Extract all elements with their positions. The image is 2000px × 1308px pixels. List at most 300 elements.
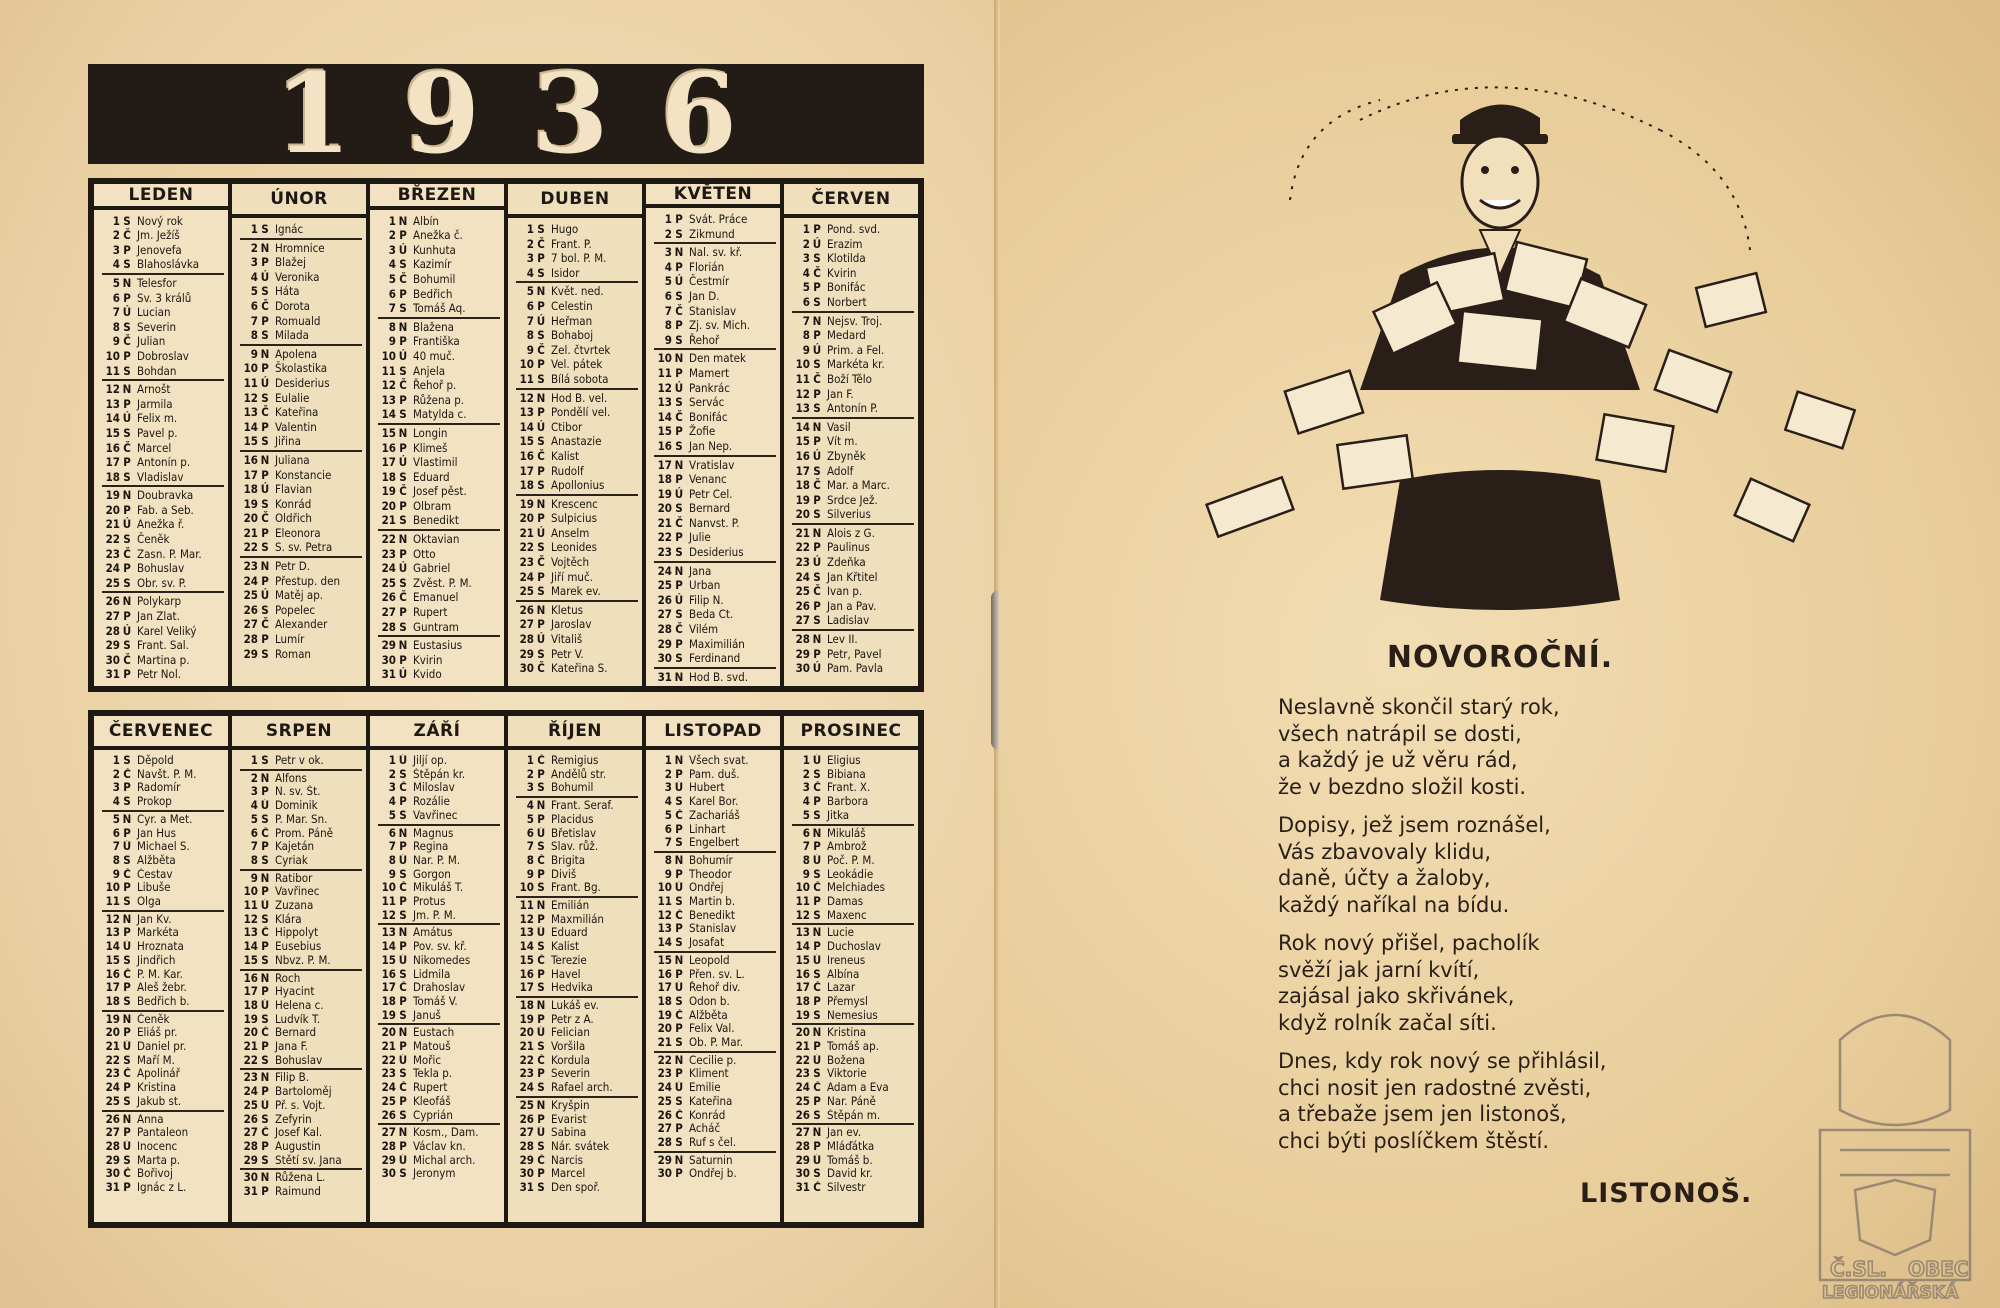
- day-of-week: P: [261, 313, 269, 328]
- day-number: 26: [381, 590, 396, 605]
- day-number: 10: [795, 881, 810, 895]
- day-of-week: Ú: [122, 1040, 132, 1054]
- day-of-week: Č: [537, 853, 545, 867]
- day-row: [240, 284, 362, 299]
- day-number: 2: [802, 236, 810, 251]
- day-row: [654, 593, 776, 608]
- day-row: [654, 968, 776, 982]
- day-of-week: P: [675, 472, 683, 487]
- name-day: Leopold: [689, 953, 730, 967]
- day-number: 16: [243, 971, 258, 985]
- day-number: 19: [519, 1012, 534, 1026]
- day-number: 12: [519, 912, 534, 926]
- day-number: 27: [657, 607, 672, 622]
- day-of-week: S: [123, 319, 131, 334]
- day-of-week: P: [537, 867, 545, 881]
- name-day: Lukáš ev.: [551, 998, 599, 1012]
- day-row: [516, 940, 638, 954]
- name-day: Andělů str.: [551, 767, 607, 781]
- day-number: 13: [243, 926, 258, 940]
- name-day: Beda Ct.: [689, 607, 734, 622]
- day-number: 23: [519, 555, 534, 570]
- month-column: [370, 716, 504, 1222]
- day-of-week: P: [675, 259, 683, 274]
- day-of-week: Č: [123, 652, 131, 667]
- day-of-week: S: [675, 795, 683, 809]
- name-day: Gabriel: [413, 561, 451, 576]
- day-of-week: P: [399, 1139, 407, 1153]
- day-of-week: P: [537, 617, 545, 632]
- day-number: 21: [381, 1040, 396, 1054]
- day-row: [516, 926, 638, 940]
- day-number: 16: [657, 438, 672, 453]
- day-of-week: P: [813, 994, 821, 1008]
- day-of-week: Ú: [398, 1153, 408, 1167]
- day-row: [378, 827, 500, 841]
- month-name: DUBEN: [508, 184, 642, 218]
- day-row: [240, 1085, 362, 1099]
- day-number: 18: [519, 478, 534, 493]
- name-day: Placidus: [551, 812, 594, 826]
- name-day: Silvestr: [827, 1181, 866, 1195]
- name-day: Jenovefa: [137, 242, 182, 257]
- month-name: PROSINEC: [784, 716, 918, 750]
- day-of-week: Č: [399, 981, 407, 995]
- day-number: 2: [664, 226, 672, 241]
- day-number: 17: [105, 455, 120, 470]
- day-of-week: S: [123, 895, 131, 909]
- day-number: 3: [388, 242, 396, 257]
- day-number: 29: [795, 1153, 810, 1167]
- day-number: 9: [526, 867, 534, 881]
- day-of-week: Ú: [260, 799, 270, 813]
- day-row: [516, 913, 638, 927]
- day-of-week: P: [261, 940, 269, 954]
- day-of-week: S: [813, 401, 821, 416]
- name-day: Břetislav: [551, 826, 597, 840]
- day-of-week: P: [123, 609, 131, 624]
- day-of-week: Ú: [812, 953, 822, 967]
- day-number: 7: [112, 840, 120, 854]
- day-number: 15: [519, 953, 534, 967]
- name-day: Bernard: [689, 501, 731, 516]
- day-row: [378, 1081, 500, 1095]
- day-number: 3: [388, 781, 396, 795]
- day-row: [516, 999, 638, 1013]
- day-row: [378, 1095, 500, 1109]
- day-of-week: S: [399, 301, 407, 316]
- day-number: 3: [664, 781, 672, 795]
- day-of-week: S: [813, 463, 821, 478]
- name-day: Duchoslav: [827, 940, 881, 954]
- day-list: [370, 210, 504, 686]
- name-day: Benedikt: [413, 513, 459, 528]
- day-row: [102, 334, 224, 349]
- name-day: Vel. pátek: [551, 357, 603, 372]
- day-of-week: S: [123, 363, 131, 378]
- day-row: [240, 827, 362, 841]
- day-of-week: P: [675, 867, 683, 881]
- name-day: Anjela: [413, 363, 446, 378]
- name-day: Paulinus: [827, 540, 870, 555]
- day-number: 22: [105, 1053, 120, 1067]
- name-day: Boží Tělo: [827, 371, 872, 386]
- day-row: [102, 532, 224, 547]
- poem-verse: Neslavně skončil starý rok,: [1278, 695, 1560, 719]
- day-number: 12: [795, 908, 810, 922]
- month-column: [784, 184, 918, 686]
- day-row: [240, 1071, 362, 1085]
- name-day: Severin: [551, 1067, 591, 1081]
- name-day: Zj. sv. Mich.: [689, 318, 751, 333]
- day-of-week: Ú: [122, 840, 132, 854]
- day-number: 27: [243, 617, 258, 632]
- day-row: [240, 391, 362, 406]
- name-day: Raimund: [275, 1185, 321, 1199]
- day-number: 1: [802, 222, 810, 236]
- day-of-week: S: [537, 646, 545, 661]
- day-number: 31: [657, 669, 672, 684]
- day-row: [240, 482, 362, 497]
- day-of-week: Ú: [398, 667, 408, 682]
- day-number: 3: [250, 785, 258, 799]
- week-group: [102, 276, 224, 381]
- day-number: 21: [243, 525, 258, 540]
- day-row: [792, 478, 914, 493]
- day-row: [654, 1122, 776, 1136]
- day-row: [378, 378, 500, 393]
- name-day: Zuzana: [275, 899, 314, 913]
- day-number: 29: [381, 1153, 396, 1167]
- day-row: [654, 351, 776, 366]
- day-number: 24: [105, 1081, 120, 1095]
- day-of-week: P: [399, 1040, 407, 1054]
- name-day: Doubravka: [137, 488, 194, 503]
- name-day: Cyriak: [275, 853, 308, 867]
- day-of-week: Č: [675, 908, 683, 922]
- name-day: Den matek: [689, 351, 747, 366]
- name-day: Roman: [275, 646, 311, 661]
- day-row: [102, 653, 224, 668]
- name-day: Bohaboj: [551, 328, 594, 343]
- day-of-week: P: [675, 318, 683, 333]
- name-day: Narcis: [551, 1153, 584, 1167]
- day-number: 15: [243, 434, 258, 449]
- day-of-week: Č: [261, 405, 269, 420]
- day-of-week: S: [675, 332, 683, 347]
- year-banner: [88, 49, 924, 178]
- day-of-week: P: [261, 1040, 269, 1054]
- day-row: [102, 881, 224, 895]
- name-day: Barbora: [827, 795, 869, 809]
- name-day: Konstancie: [275, 467, 332, 482]
- name-day: Rudolf: [551, 463, 584, 478]
- name-day: Nar. Páně: [827, 1094, 876, 1108]
- name-day: Nikomedes: [413, 953, 471, 967]
- day-number: 15: [795, 434, 810, 449]
- day-number: 31: [519, 1181, 534, 1195]
- day-number: 20: [105, 502, 120, 517]
- name-day: Štěpán kr.: [413, 767, 466, 781]
- name-day: Lev II.: [827, 632, 858, 647]
- day-row: [516, 1026, 638, 1040]
- name-day: Eustach: [413, 1026, 455, 1040]
- day-row: [102, 827, 224, 841]
- name-day: Štěpán m.: [827, 1108, 881, 1122]
- day-list: [370, 750, 504, 1222]
- day-number: 5: [250, 284, 258, 299]
- name-day: Ludvík T.: [275, 1012, 321, 1026]
- day-row: [792, 357, 914, 372]
- name-day: Josef Kal.: [275, 1126, 323, 1140]
- day-row: [102, 813, 224, 827]
- name-day: Bernard: [275, 1026, 317, 1040]
- day-of-week: P: [399, 440, 407, 455]
- name-day: Evarist: [551, 1112, 587, 1126]
- week-group: [654, 670, 776, 686]
- day-row: [102, 795, 224, 809]
- day-row: [654, 487, 776, 502]
- day-number: 18: [105, 469, 120, 484]
- day-row: [792, 1095, 914, 1109]
- name-day: Kristina: [827, 1026, 867, 1040]
- name-day: Felix Val.: [689, 1022, 735, 1036]
- name-day: Prim. a Fel.: [827, 342, 885, 357]
- day-number: 12: [519, 390, 534, 405]
- day-number: 13: [795, 401, 810, 416]
- day-of-week: P: [813, 1094, 821, 1108]
- day-of-week: Č: [537, 1053, 545, 1067]
- day-of-week: S: [537, 265, 545, 280]
- name-day: Zasn. P. Mar.: [137, 546, 202, 561]
- name-day: Kvirin: [827, 265, 857, 280]
- day-of-week: P: [261, 255, 269, 270]
- name-day: Vavřinec: [275, 885, 320, 899]
- day-number: 18: [381, 469, 396, 484]
- day-of-week: S: [675, 501, 683, 516]
- day-row: [516, 1154, 638, 1168]
- day-of-week: S: [675, 545, 683, 560]
- day-number: 9: [802, 342, 810, 357]
- name-day: Přen. sv. L.: [689, 967, 745, 981]
- day-row: [654, 823, 776, 837]
- day-of-week: Č: [261, 926, 269, 940]
- day-row: [240, 899, 362, 913]
- day-number: 28: [105, 623, 120, 638]
- name-day: Martin b.: [689, 895, 736, 909]
- day-row: [792, 1167, 914, 1181]
- day-row: [240, 468, 362, 483]
- day-number: 24: [795, 569, 810, 584]
- name-day: Julie: [689, 530, 711, 545]
- name-day: Pantaleon: [137, 1126, 189, 1140]
- day-number: 14: [795, 419, 810, 434]
- day-row: [378, 228, 500, 243]
- day-row: [516, 570, 638, 585]
- day-row: [240, 872, 362, 886]
- name-day: Řehoř p.: [413, 378, 457, 393]
- day-of-week: S: [261, 328, 269, 343]
- day-row: [516, 420, 638, 435]
- week-group: [378, 426, 500, 531]
- day-number: 3: [526, 251, 534, 266]
- day-row: [240, 453, 362, 468]
- poem-verse: Rok nový přišel, pacholík: [1278, 931, 1540, 955]
- name-day: Hugo: [551, 222, 579, 236]
- calendar-first-half: [88, 178, 924, 692]
- name-day: Guntram: [413, 619, 459, 634]
- day-list: [508, 750, 642, 1222]
- name-day: Nanvst. P.: [689, 515, 740, 530]
- day-number: 20: [795, 507, 810, 522]
- day-number: 7: [664, 836, 672, 850]
- day-row: [654, 981, 776, 995]
- day-of-week: P: [123, 242, 131, 257]
- week-group: [240, 347, 362, 452]
- name-day: Háta: [275, 284, 300, 299]
- week-group: [654, 564, 776, 669]
- name-day: Pam. duš.: [689, 767, 740, 781]
- day-of-week: P: [123, 455, 131, 470]
- poem-verse: zajásal jako skřivánek,: [1278, 984, 1515, 1008]
- day-number: 12: [105, 382, 120, 397]
- day-number: 6: [526, 826, 534, 840]
- day-row: [516, 968, 638, 982]
- name-day: Dobroslav: [137, 348, 189, 363]
- name-day: Kunhuta: [413, 242, 456, 257]
- day-row: [102, 1026, 224, 1040]
- day-of-week: N: [536, 998, 546, 1012]
- day-row: [102, 561, 224, 576]
- day-of-week: P: [123, 781, 131, 795]
- day-row: [516, 357, 638, 372]
- day-number: 7: [664, 303, 672, 318]
- name-day: Linhart: [689, 822, 726, 836]
- month-column: [232, 184, 366, 686]
- name-day: Kvirin: [413, 652, 443, 667]
- day-number: 24: [657, 1081, 672, 1095]
- poem-verse: Dnes, kdy rok nový se přihlásil,: [1278, 1049, 1607, 1073]
- day-number: 15: [381, 953, 396, 967]
- day-number: 4: [664, 795, 672, 809]
- day-of-week: S: [261, 1012, 269, 1026]
- day-of-week: P: [675, 767, 683, 781]
- day-of-week: S: [813, 1067, 821, 1081]
- name-day: Benedikt: [689, 908, 735, 922]
- day-number: 23: [519, 1067, 534, 1081]
- name-day: Čestav: [137, 867, 173, 881]
- day-of-week: S: [537, 1139, 545, 1153]
- day-of-week: P: [399, 286, 407, 301]
- day-number: 22: [243, 1053, 258, 1067]
- day-row: [792, 237, 914, 252]
- day-row: [378, 768, 500, 782]
- week-group: [792, 632, 914, 677]
- week-group: [102, 1113, 224, 1196]
- day-row: [654, 868, 776, 882]
- poem-verse: chci nosit jen radostné zvěsti,: [1278, 1075, 1592, 1100]
- day-of-week: S: [399, 767, 407, 781]
- day-of-week: N: [674, 457, 684, 472]
- day-row: [240, 647, 362, 662]
- day-row: [516, 954, 638, 968]
- day-of-week: S: [675, 438, 683, 453]
- day-row: [240, 854, 362, 868]
- day-number: 23: [243, 559, 258, 574]
- name-day: Juliana: [275, 452, 310, 467]
- poem-stanza: [1278, 1048, 1838, 1154]
- name-day: Vilém: [689, 622, 719, 637]
- name-day: Prom. Páně: [275, 826, 333, 840]
- day-of-week: N: [812, 632, 822, 647]
- poem-verse: daně, účty a žaloby,: [1278, 866, 1491, 890]
- day-number: 14: [381, 407, 396, 422]
- day-number: 29: [105, 1153, 120, 1167]
- poem-stanza: [1278, 694, 1838, 800]
- day-of-week: Č: [261, 826, 269, 840]
- day-row: [654, 212, 776, 227]
- day-row: [516, 799, 638, 813]
- day-number: 17: [243, 467, 258, 482]
- day-number: 8: [250, 853, 258, 867]
- day-number: 19: [381, 1008, 396, 1022]
- day-row: [516, 632, 638, 647]
- day-number: 9: [802, 867, 810, 881]
- name-day: Zbyněk: [827, 448, 866, 463]
- name-day: Jan D.: [689, 288, 720, 303]
- day-row: [792, 1154, 914, 1168]
- day-of-week: S: [123, 953, 131, 967]
- name-day: Brigita: [551, 853, 586, 867]
- day-of-week: N: [122, 1112, 132, 1126]
- day-row: [378, 547, 500, 562]
- day-of-week: P: [813, 328, 821, 343]
- day-of-week: P: [537, 511, 545, 526]
- day-of-week: S: [399, 1108, 407, 1122]
- name-day: Bonifác: [689, 409, 728, 424]
- day-number: 31: [243, 1185, 258, 1199]
- day-of-week: Ú: [260, 482, 270, 497]
- name-day: Petr D.: [275, 559, 311, 574]
- day-list: [232, 750, 366, 1222]
- day-row: [654, 472, 776, 487]
- day-row: [792, 661, 914, 676]
- poem-verse: Vás zbavovaly klidu,: [1278, 839, 1492, 864]
- name-day: Alexander: [275, 617, 328, 632]
- day-of-week: S: [537, 840, 545, 854]
- day-row: [102, 441, 224, 456]
- day-number: 10: [243, 361, 258, 376]
- day-number: 16: [105, 440, 120, 455]
- day-row: [792, 328, 914, 343]
- day-of-week: P: [261, 1185, 269, 1199]
- name-day: Eliáš pr.: [137, 1026, 178, 1040]
- day-of-week: S: [123, 532, 131, 547]
- day-number: 27: [381, 1126, 396, 1140]
- poem-verse: že v bezdno složil kosti.: [1278, 774, 1527, 799]
- day-row: [654, 1167, 776, 1181]
- day-row: [378, 1067, 500, 1081]
- day-row: [240, 1013, 362, 1027]
- day-row: [102, 228, 224, 243]
- name-day: Nemesius: [827, 1008, 878, 1022]
- name-day: Januš: [413, 1008, 441, 1022]
- day-of-week: N: [674, 245, 684, 260]
- day-of-week: P: [675, 636, 683, 651]
- name-day: Blažena: [413, 319, 455, 334]
- day-row: [102, 1181, 224, 1195]
- day-of-week: P: [261, 467, 269, 482]
